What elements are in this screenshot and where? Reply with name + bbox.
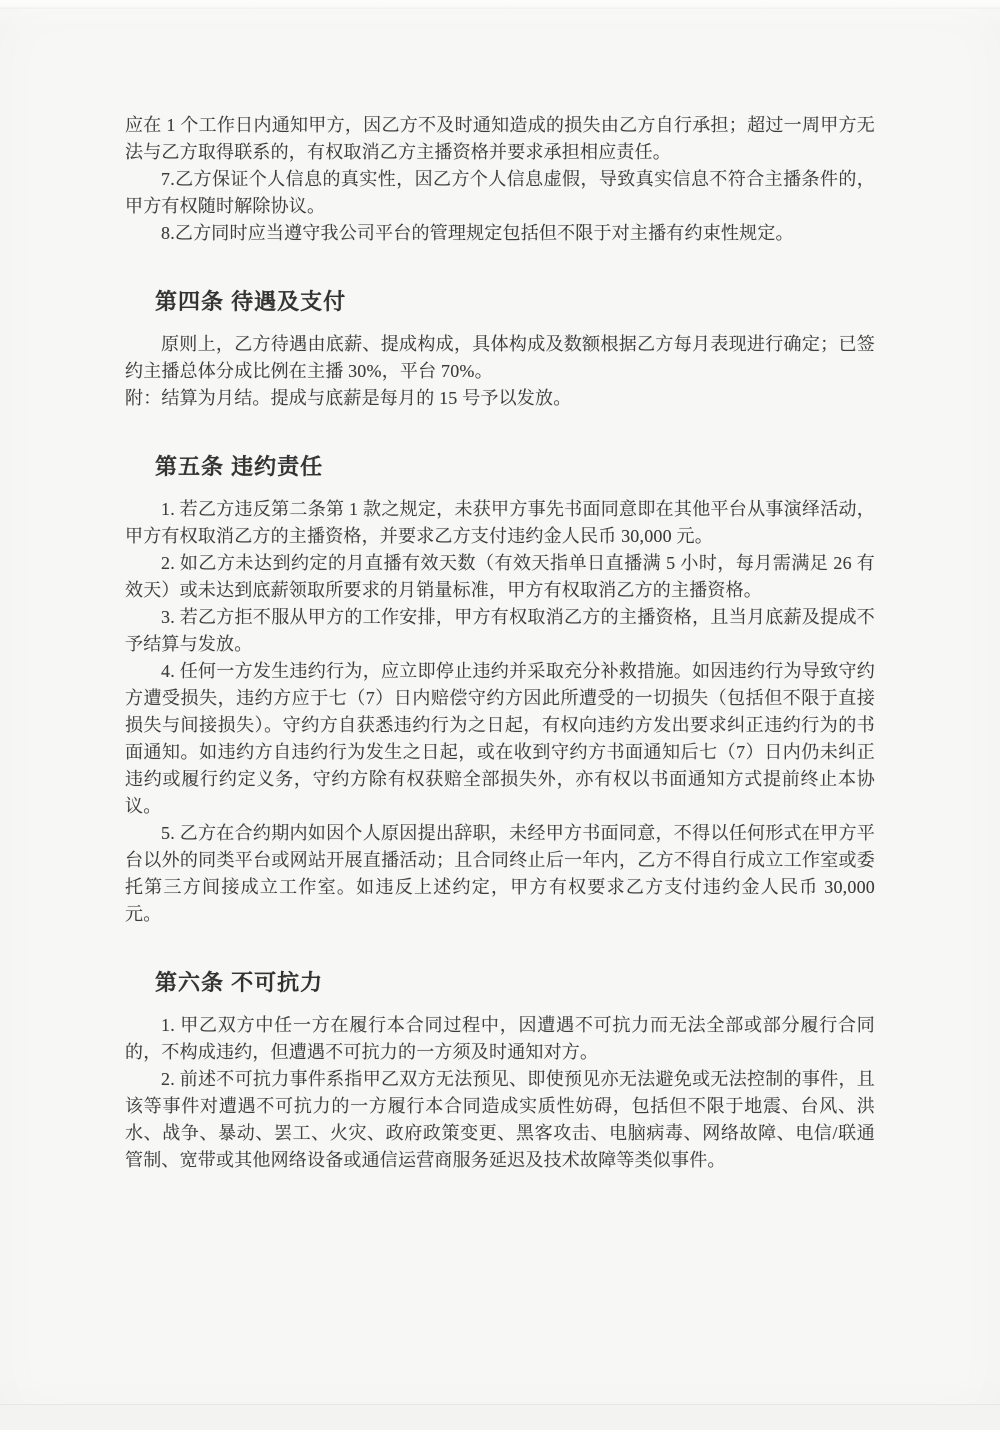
paragraph: 7.乙方保证个人信息的真实性，因乙方个人信息虚假，导致真实信息不符合主播条件的，甲方有权随时解除协议。 [125, 169, 875, 216]
paragraph: 3. 若乙方拒不服从甲方的工作安排，甲方有权取消乙方的主播资格，且当月底薪及提成不予结算与发放。 [125, 607, 875, 654]
section-heading: 第六条 不可抗力 [155, 970, 324, 995]
section-heading: 第五条 违约责任 [155, 454, 324, 479]
paragraph: 5. 乙方在合约期内如因个人原因提出辞职，未经甲方书面同意，不得以任何形式在甲方平台以外的同类平台或网站开展直播活动；且合同终止后一年内，乙方不得自行成立工作室或委托第三方间接成立工作室。如违反上述约定，甲方有权要求乙方支付违约金人民币 30,000 元。 [125, 823, 875, 924]
section-heading: 第四条 待遇及支付 [155, 289, 347, 314]
page-bottom-edge [0, 1404, 1000, 1430]
paragraph: 1. 若乙方违反第二条第 1 款之规定，未获甲方事先书面同意即在其他平台从事演绎活动，甲方有权取消乙方的主播资格，并要求乙方支付违约金人民币 30,000 元。 [125, 499, 875, 546]
paragraph: 2. 如乙方未达到约定的月直播有效天数（有效天指单日直播满 5 小时，每月需满足 26 有效天）或未达到底薪领取所要求的月销量标准，甲方有权取消乙方的主播资格。 [125, 553, 875, 600]
paragraph: 附：结算为月结。提成与底薪是每月的 15 号予以发放。 [125, 388, 572, 408]
paragraph: 1. 甲乙双方中任一方在履行本合同过程中，因遭遇不可抗力而无法全部或部分履行合同的，不构成违约，但遭遇不可抗力的一方须及时通知对方。 [125, 1015, 875, 1062]
paragraph: 应在 1 个工作日内通知甲方，因乙方不及时通知造成的损失由乙方自行承担；超过一周甲方无法与乙方取得联系的，有权取消乙方主播资格并要求承担相应责任。 [125, 115, 875, 162]
paragraph: 8.乙方同时应当遵守我公司平台的管理规定包括但不限于对主播有约束性规定。 [161, 223, 794, 243]
paragraph: 2. 前述不可抗力事件系指甲乙双方无法预见、即使预见亦无法避免或无法控制的事件，且该等事件对遭遇不可抗力的一方履行本合同造成实质性妨碍，包括但不限于地震、台风、洪水、战争、暴动、罢工、火灾、政府政策变更、黑客攻击、电脑病毒、网络故障、电信/联通管制、宽带或其他网络设备或通信运营商服务延迟及技术故障等类似事件。 [125, 1069, 875, 1170]
paragraph: 原则上，乙方待遇由底薪、提成构成，具体构成及数额根据乙方每月表现进行确定；已签约主播总体分成比例在主播 30%，平台 70%。 [125, 334, 875, 381]
paragraph: 4. 任何一方发生违约行为，应立即停止违约并采取充分补救措施。如因违约行为导致守约方遭受损失，违约方应于七（7）日内赔偿守约方因此所遭受的一切损失（包括但不限于直接损失与间接损失）。守约方自获悉违约行为之日起，有权向违约方发出要求纠正违约行为的书面通知。如违约方自违约行为发生之日起，或在收到守约方书面通知后七（7）日内仍未纠正违约或履行约定义务，守约方除有权获赔全部损失外，亦有权以书面通知方式提前终止本协议。 [125, 661, 875, 816]
